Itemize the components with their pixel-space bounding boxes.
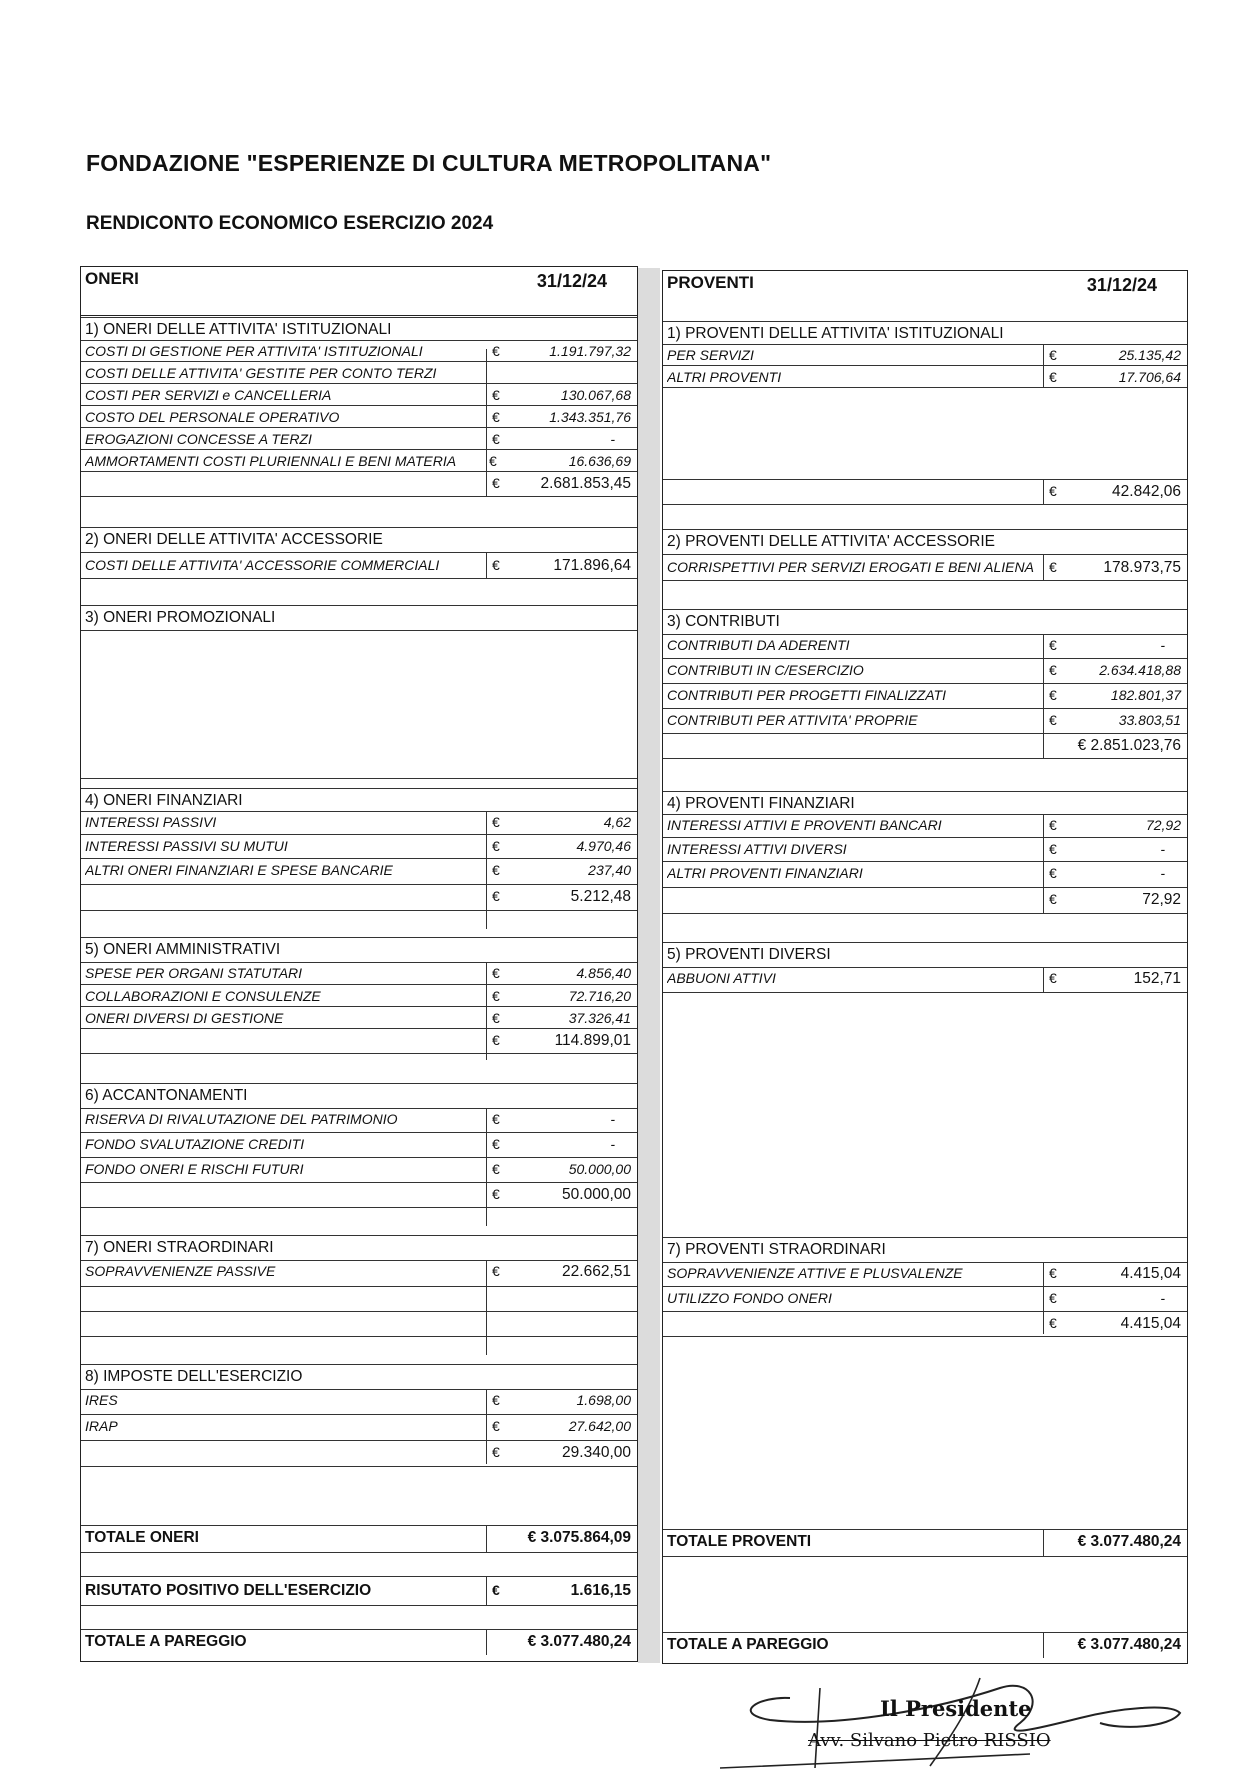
pareggio-amount: € 3.077.480,24 [1077, 1636, 1181, 1653]
row-amount: 182.801,37 [1110, 687, 1181, 703]
total-amount: € 3.075.864,09 [527, 1529, 631, 1546]
row-label: AMMORTAMENTI COSTI PLURIENNALI E BENI MATERIA [85, 453, 457, 469]
row-label: SOPRAVVENIENZE PASSIVE [85, 1263, 276, 1279]
divider [1043, 554, 1044, 580]
totale-oneri-row [81, 1525, 637, 1553]
row-amount: 22.662,51 [562, 1263, 631, 1280]
row-label: INTERESSI PASSIVI SU MUTUI [85, 838, 288, 854]
row-amount: 2.634.418,88 [1099, 662, 1181, 678]
currency-symbol: € [492, 409, 500, 425]
row-amount: 4,62 [603, 814, 631, 830]
currency-symbol: € [492, 1111, 500, 1127]
currency-symbol: € [492, 888, 500, 904]
table-row [663, 709, 1187, 734]
row-label: COSTI DELLE ATTIVITA' GESTITE PER CONTO TERZI [85, 365, 437, 381]
currency-symbol: € [492, 988, 500, 1004]
document-subtitle: RENDICONTO ECONOMICO ESERCIZIO 2024 [86, 213, 494, 234]
subtotal-amount: 42.842,06 [1112, 483, 1181, 500]
pareggio-label: TOTALE A PAREGGIO [667, 1636, 829, 1653]
row-label: FONDO ONERI E RISCHI FUTURI [85, 1161, 304, 1177]
section-title: 2) PROVENTI DELLE ATTIVITA' ACCESSORIE [667, 533, 995, 550]
section-title: 3) CONTRIBUTI [667, 613, 780, 630]
oneri-section-5 [81, 937, 637, 963]
oneri-header-date: 31/12/24 [536, 271, 607, 291]
table-row [81, 450, 637, 472]
row-label: EROGAZIONI CONCESSE A TERZI [85, 431, 312, 447]
oneri-section-2 [81, 527, 637, 553]
currency-symbol: € [1049, 1290, 1057, 1306]
totale-proventi-row [663, 1529, 1187, 1557]
table-row [663, 967, 1187, 993]
table-row [81, 1158, 637, 1183]
currency-symbol: € [1049, 865, 1057, 881]
currency-symbol: € [492, 1032, 500, 1048]
subtotal-row [663, 1312, 1187, 1337]
oneri-section-7 [81, 1235, 637, 1261]
row-amount: 72.716,20 [568, 988, 631, 1004]
row-label: COSTI DELLE ATTIVITA' ACCESSORIE COMMERCIALI [85, 557, 440, 573]
table-row [81, 1007, 637, 1029]
row-amount: 1.191.797,32 [549, 343, 631, 359]
proventi-header-label: PROVENTI [667, 273, 754, 292]
row-label: CONTRIBUTI PER PROGETTI FINALIZZATI [667, 687, 946, 703]
section-title: 3) ONERI PROMOZIONALI [85, 609, 276, 626]
currency-symbol: € [1049, 817, 1057, 833]
subtotal-row [81, 1183, 637, 1208]
currency-symbol: € [1049, 970, 1057, 986]
subtotal-amount: 72,92 [1142, 891, 1181, 908]
row-amount: 1.698,00 [576, 1392, 631, 1408]
table-row [81, 384, 637, 406]
currency-symbol: € [492, 1418, 500, 1434]
currency-symbol: € [492, 838, 500, 854]
table-row [81, 859, 637, 885]
table-row [81, 1108, 637, 1133]
row-label: ALTRI PROVENTI [667, 369, 782, 385]
proventi-section-1 [663, 321, 1187, 345]
divider [1043, 967, 1044, 992]
subtotal-row [663, 888, 1187, 914]
section-title: 6) ACCANTONAMENTI [85, 1087, 248, 1104]
table-row [663, 838, 1187, 862]
row-amount: 152,71 [1133, 970, 1181, 987]
signature-title: Il Presidente [880, 1696, 1032, 1721]
signature-block [700, 1668, 1200, 1783]
total-amount: € 3.077.480,24 [1077, 1533, 1181, 1550]
currency-symbol: € [1049, 1265, 1057, 1281]
currency-symbol: € [1049, 662, 1057, 678]
subtotal-amount: 4.415,04 [1120, 1315, 1181, 1332]
currency-symbol: € [1049, 637, 1057, 653]
currency-symbol: € [1049, 891, 1057, 907]
subtotal-row [663, 479, 1187, 505]
row-amount: 4.970,46 [576, 838, 631, 854]
column-gutter [638, 268, 660, 1663]
divider [486, 552, 487, 578]
row-amount: - [1160, 637, 1165, 653]
row-amount: - [610, 1136, 615, 1152]
table-row [81, 362, 637, 384]
proventi-table [662, 270, 1188, 1664]
table-row [81, 1287, 637, 1312]
divider [1043, 1633, 1044, 1658]
currency-symbol: € [492, 343, 500, 359]
section-title: 1) PROVENTI DELLE ATTIVITA' ISTITUZIONALI [667, 325, 1004, 342]
table-row [663, 684, 1187, 709]
currency-symbol: € [492, 1161, 500, 1177]
table-row [81, 552, 637, 579]
proventi-header [663, 271, 1187, 322]
table-row [663, 366, 1187, 388]
currency-symbol: € [492, 1136, 500, 1152]
row-label: ABBUONI ATTIVI [667, 970, 776, 986]
table-row [663, 634, 1187, 659]
row-label: ONERI DIVERSI DI GESTIONE [85, 1010, 284, 1026]
row-amount: 17.706,64 [1118, 369, 1181, 385]
currency-symbol: € [1049, 483, 1057, 499]
total-label: TOTALE PROVENTI [667, 1533, 812, 1550]
divider [486, 1526, 487, 1552]
result-amount: 1.616,15 [570, 1582, 631, 1599]
row-amount: 37.326,41 [568, 1010, 631, 1026]
row-label: IRES [85, 1392, 118, 1408]
row-amount: - [1160, 865, 1165, 881]
currency-symbol: € [492, 1010, 500, 1026]
proventi-section-7 [663, 1237, 1187, 1263]
section-title: 2) ONERI DELLE ATTIVITA' ACCESSORIE [85, 531, 383, 548]
table-row [663, 1262, 1187, 1287]
subtotal-amount: 2.681.853,45 [540, 475, 631, 492]
row-amount: - [610, 1111, 615, 1127]
empty-block [81, 630, 637, 779]
proventi-header-date: 31/12/24 [1086, 275, 1157, 295]
row-label: COSTI DI GESTIONE PER ATTIVITA' ISTITUZIONALI [85, 343, 423, 359]
row-amount: 4.415,04 [1120, 1265, 1181, 1282]
row-amount: 171.896,64 [553, 557, 631, 574]
divider [1043, 480, 1044, 504]
currency-symbol: € [1049, 1315, 1057, 1331]
row-amount: 33.803,51 [1118, 712, 1181, 728]
oneri-section-4 [81, 788, 637, 812]
risultato-row [81, 1576, 637, 1606]
currency-symbol: € [492, 1392, 500, 1408]
row-label: FONDO SVALUTAZIONE CREDITI [85, 1136, 305, 1152]
row-amount: - [610, 431, 615, 447]
row-label: COSTO DEL PERSONALE OPERATIVO [85, 409, 340, 425]
currency-symbol: € [1049, 712, 1057, 728]
row-amount: 4.856,40 [576, 965, 631, 981]
pareggio-amount: € 3.077.480,24 [527, 1633, 631, 1650]
table-row [81, 835, 637, 859]
row-amount: 16.636,69 [568, 453, 631, 469]
oneri-section-1 [81, 317, 637, 341]
table-row [663, 344, 1187, 366]
signature-scribble-icon [700, 1668, 1200, 1778]
row-amount: 237,40 [588, 862, 631, 878]
currency-symbol: € [1049, 369, 1057, 385]
oneri-section-6 [81, 1083, 637, 1109]
divider [486, 1577, 487, 1605]
table-row [663, 554, 1187, 581]
total-label: TOTALE ONERI [85, 1529, 199, 1546]
subtotal-amount: 50.000,00 [562, 1186, 631, 1203]
subtotal-row [81, 472, 637, 497]
currency-symbol: € [492, 862, 500, 878]
section-title: 4) ONERI FINANZIARI [85, 792, 243, 809]
subtotal-amount: € 2.851.023,76 [1077, 737, 1181, 754]
row-label: SOPRAVVENIENZE ATTIVE E PLUSVALENZE [667, 1265, 963, 1281]
currency-symbol: € [492, 1582, 500, 1598]
table-row [663, 659, 1187, 684]
table-row [81, 428, 637, 450]
oneri-section-8 [81, 1364, 637, 1390]
pareggio-label: TOTALE A PAREGGIO [85, 1633, 247, 1650]
currency-symbol: € [1049, 347, 1057, 363]
proventi-section-3 [663, 609, 1187, 635]
row-label: INTERESSI ATTIVI E PROVENTI BANCARI [667, 817, 942, 833]
subtotal-row [81, 1441, 637, 1467]
row-amount: 72,92 [1145, 817, 1181, 833]
currency-symbol: € [492, 1186, 500, 1202]
row-label: IRAP [85, 1418, 118, 1434]
table-row [81, 340, 637, 362]
signature-name: Avv. Silvano Pietro RISSIO [808, 1730, 1051, 1751]
currency-symbol: € [489, 453, 497, 469]
table-row [81, 1312, 637, 1337]
section-title: 4) PROVENTI FINANZIARI [667, 795, 855, 812]
divider [486, 472, 487, 496]
table-row [81, 1389, 637, 1415]
row-label: COLLABORAZIONI E CONSULENZE [85, 988, 321, 1004]
subtotal-row [663, 734, 1187, 759]
row-label: INTERESSI ATTIVI DIVERSI [667, 841, 847, 857]
section-title: 5) PROVENTI DIVERSI [667, 946, 831, 963]
section-title: 7) ONERI STRAORDINARI [85, 1239, 274, 1256]
section-title: 8) IMPOSTE DELL'ESERCIZIO [85, 1368, 303, 1385]
result-label: RISUTATO POSITIVO DELL'ESERCIZIO [85, 1582, 372, 1599]
currency-symbol: € [492, 475, 500, 491]
row-label: CONTRIBUTI DA ADERENTI [667, 637, 850, 653]
row-amount: 178.973,75 [1103, 559, 1181, 576]
row-label: SPESE PER ORGANI STATUTARI [85, 965, 303, 981]
row-amount: - [1160, 841, 1165, 857]
table-row [81, 962, 637, 985]
currency-symbol: € [492, 814, 500, 830]
table-row [81, 1260, 637, 1287]
proventi-section-5 [663, 942, 1187, 968]
divider [1043, 1530, 1044, 1556]
row-label: INTERESSI PASSIVI [85, 814, 217, 830]
table-row [663, 1287, 1187, 1312]
subtotal-amount: 114.899,01 [554, 1032, 631, 1049]
currency-symbol: € [492, 1263, 500, 1279]
table-row [663, 814, 1187, 838]
currency-symbol: € [492, 965, 500, 981]
section-title: 1) ONERI DELLE ATTIVITA' ISTITUZIONALI [85, 321, 392, 338]
table-row [81, 1133, 637, 1158]
table-row [81, 1415, 637, 1441]
subtotal-amount: 29.340,00 [562, 1444, 631, 1461]
row-label: RISERVA DI RIVALUTAZIONE DEL PATRIMONIO [85, 1111, 398, 1127]
currency-symbol: € [1049, 841, 1057, 857]
oneri-header [81, 267, 637, 316]
currency-symbol: € [492, 1444, 500, 1460]
row-amount: 25.135,42 [1118, 347, 1181, 363]
currency-symbol: € [492, 557, 500, 573]
row-label: ALTRI PROVENTI FINANZIARI [667, 865, 863, 881]
section-title: 7) PROVENTI STRAORDINARI [667, 1241, 886, 1258]
row-label: CONTRIBUTI PER ATTIVITA' PROPRIE [667, 712, 918, 728]
proventi-section-4 [663, 791, 1187, 815]
document-title: FONDAZIONE "ESPERIENZE DI CULTURA METROPOLITANA" [86, 150, 772, 176]
oneri-section-3 [81, 605, 637, 631]
row-amount: - [1160, 1290, 1165, 1306]
row-label: CORRISPETTIVI PER SERVIZI EROGATI E BENI ALIENA [667, 559, 1034, 575]
row-label: PER SERVIZI [667, 347, 754, 363]
table-row [81, 406, 637, 428]
pareggio-row [663, 1632, 1187, 1658]
row-amount: 130.067,68 [560, 387, 631, 403]
row-label: UTILIZZO FONDO ONERI [667, 1290, 832, 1306]
currency-symbol: € [492, 431, 500, 447]
row-label: COSTI PER SERVIZI e CANCELLERIA [85, 387, 332, 403]
table-row [663, 862, 1187, 888]
subtotal-row [81, 885, 637, 911]
oneri-header-label: ONERI [85, 269, 139, 288]
currency-symbol: € [492, 387, 500, 403]
proventi-section-2 [663, 529, 1187, 555]
oneri-table [80, 266, 638, 1662]
table-row [81, 811, 637, 835]
currency-symbol: € [1049, 687, 1057, 703]
row-label: CONTRIBUTI IN C/ESERCIZIO [667, 662, 864, 678]
currency-symbol: € [1049, 559, 1057, 575]
section-title: 5) ONERI AMMINISTRATIVI [85, 941, 281, 958]
row-amount: 1.343.351,76 [549, 409, 631, 425]
pareggio-row [81, 1629, 637, 1655]
row-amount: 50.000,00 [568, 1161, 631, 1177]
row-label: ALTRI ONERI FINANZIARI E SPESE BANCARIE [85, 862, 393, 878]
row-amount: 27.642,00 [568, 1418, 631, 1434]
subtotal-row [81, 1029, 637, 1054]
subtotal-amount: 5.212,48 [570, 888, 631, 905]
table-row [81, 985, 637, 1007]
divider [486, 1630, 487, 1655]
